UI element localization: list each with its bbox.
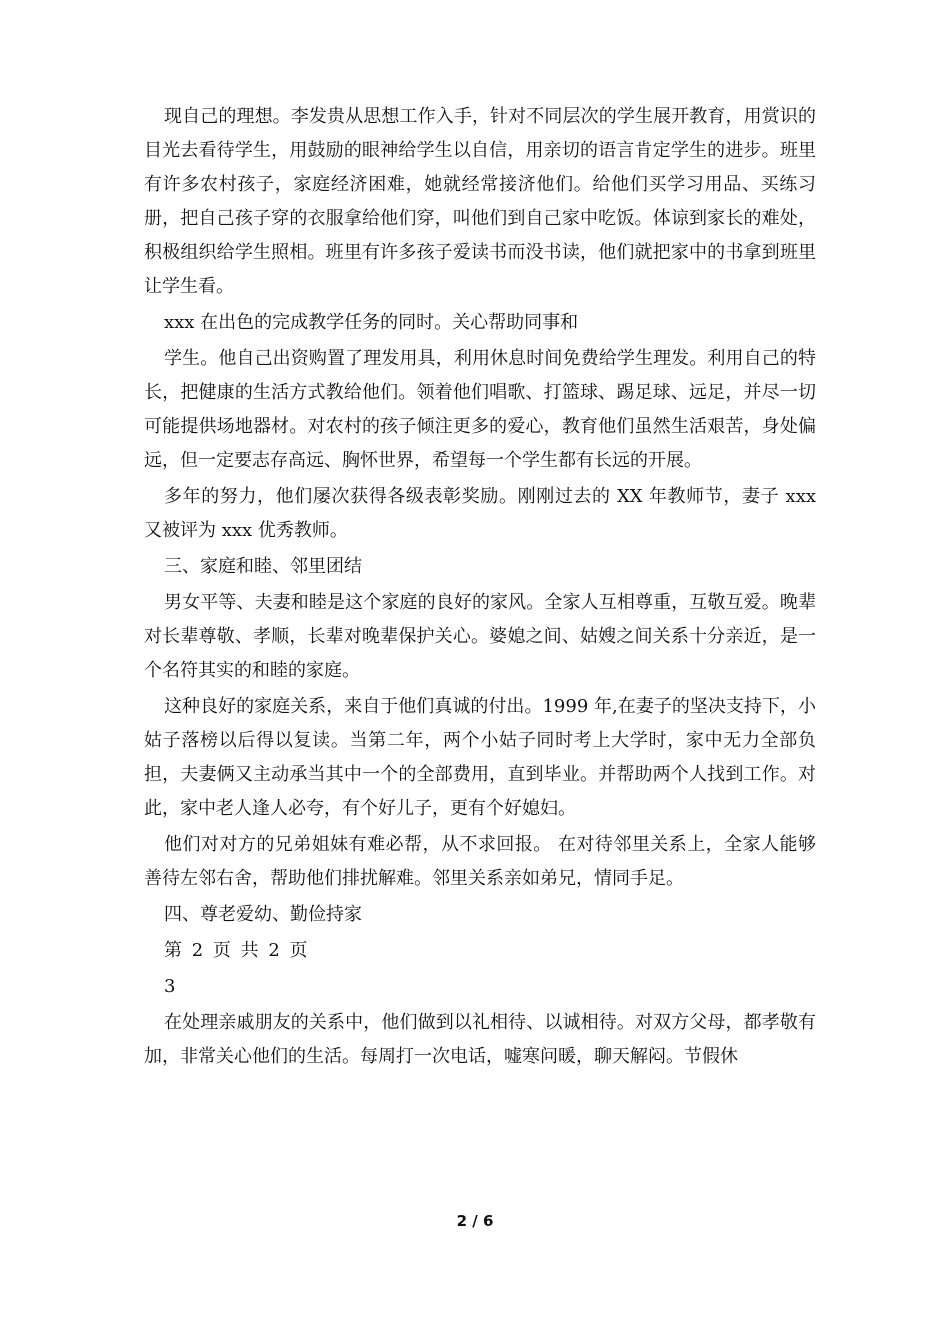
paragraph-2: xxx 在出色的完成教学任务的同时。关心帮助同事和 bbox=[164, 312, 579, 333]
page-indicator: 2 / 6 bbox=[456, 1212, 494, 1230]
paragraph-8: 在处理亲戚朋友的关系中，他们做到以礼相待、以诚相待。对双方父母，都孝敬有加，非常关心他们的生活。每周打一次电话，嘘寒问暖，聊天解闷。节假休 bbox=[144, 1012, 816, 1067]
embedded-page-footer: 第 2 页 共 2 页 bbox=[164, 940, 310, 961]
section-heading-4: 四、尊老爱幼、勤俭持家 bbox=[164, 904, 362, 925]
paragraph-4: 多年的努力，他们屡次获得各级表彰奖励。刚刚过去的 XX 年教师节，妻子 xxx 又被评为 xxx 优秀教师。 bbox=[144, 486, 816, 541]
paragraph-6: 这种良好的家庭关系，来自于他们真诚的付出。1999 年,在妻子的坚决支持下，小姑子落榜以后得以复读。当第二年，两个小姑子同时考上大学时，家中无力全部负担，夫妻俩又主动承当其中一个的全部费用，直到毕业。并帮助两个人找到工作。对此，家中老人逢人必夸，有个好儿子，更有个好媳妇。 bbox=[144, 696, 816, 819]
embedded-page-number: 3 bbox=[164, 976, 176, 997]
paragraph-7: 他们对对方的兄弟姐妹有难必帮，从不求回报。 在对待邻里关系上，全家人能够善待左邻右舍，帮助他们排扰解难。邻里关系亲如弟兄，情同手足。 bbox=[144, 834, 816, 889]
paragraph-1: 现自己的理想。李发贵从思想工作入手，针对不同层次的学生展开教育，用赏识的目光去看待学生，用鼓励的眼神给学生以自信，用亲切的语言肯定学生的进步。班里有许多农村孩子，家庭经济困难，她就经常接济他们。给他们买学习用品、买练习册，把自己孩子穿的衣服拿给他们穿，叫他们到自己家中吃饭。体谅到家长的难处，积极组织给学生照相。班里有许多孩子爱读书而没书读，他们就把家中的书拿到班里让学生看。 bbox=[144, 106, 816, 297]
section-heading-3: 三、家庭和睦、邻里团结 bbox=[164, 556, 362, 577]
paragraph-3: 学生。他自己出资购置了理发用具，利用休息时间免费给学生理发。利用自己的特长，把健康的生活方式教给他们。领着他们唱歌、打篮球、踢足球、远足，并尽一切可能提供场地器材。对农村的孩子倾注更多的爱心，教育他们虽然生活艰苦，身处偏远，但一定要志存高远、胸怀世界，希望每一个学生都有长远的开展。 bbox=[144, 348, 816, 471]
document-page bbox=[144, 100, 816, 1076]
paragraph-5: 男女平等、夫妻和睦是这个家庭的良好的家风。全家人互相尊重，互敬互爱。晚辈对长辈尊敬、孝顺，长辈对晚辈保护关心。婆媳之间、姑嫂之间关系十分亲近，是一个名符其实的和睦的家庭。 bbox=[144, 592, 816, 681]
